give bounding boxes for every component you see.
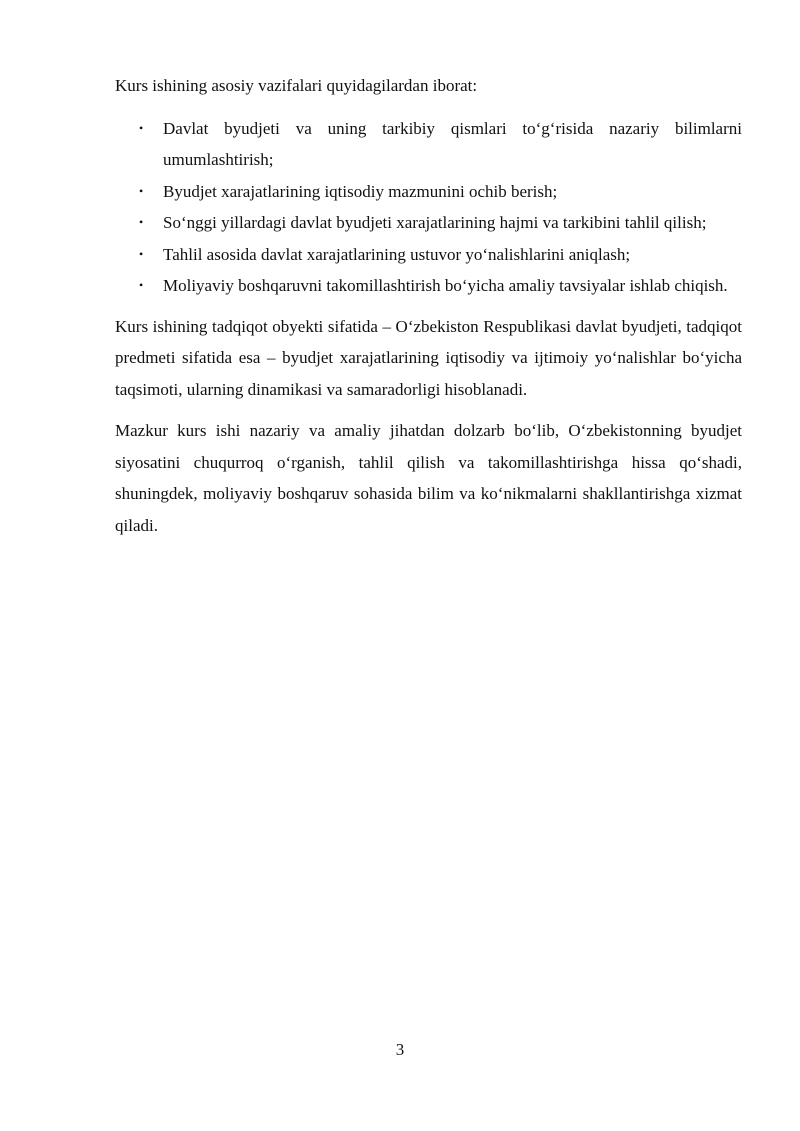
- tasks-list: [115, 113, 742, 302]
- list-item: [115, 176, 742, 208]
- intro-line: Kurs ishining asosiy vazifalari quyidagilardan iborat:: [115, 76, 478, 95]
- paragraph-relevance: Mazkur kurs ishi nazariy va amaliy jihatdan dolzarb bo‘lib, O‘zbekistonning byudjet siyosatini chuqurroq o‘rganish, tahlil qilish va takomillashtirishga hissa qo‘shadi, shuningdek, moliyaviy boshqaruv sohasida bilim va ko‘nikmalarni shakllantirishga xizmat qiladi.: [115, 421, 742, 535]
- list-item-text: Davlat byudjeti va uning tarkibiy qismlari to‘g‘risida nazariy bilimlarni umumlashtirish;: [163, 118, 742, 169]
- paragraph-research-object: Kurs ishining tadqiqot obyekti sifatida – O‘zbekiston Respublikasi davlat byudjeti, tadqiqot predmeti sifatida esa – byudjet xarajatlarining iqtisodiy va ijtimoiy yo‘nalishlar bo‘yicha taqsimoti, ularning dinamikasi va samaradorligi hisoblanadi.: [115, 316, 742, 399]
- list-item-text: So‘nggi yillardagi davlat byudjeti xarajatlarining hajmi va tarkibini tahlil qilish;: [163, 213, 707, 232]
- list-item: [115, 270, 742, 302]
- bullet-icon: •: [139, 246, 144, 261]
- list-item: [115, 113, 742, 176]
- bullet-icon: •: [139, 278, 144, 292]
- list-item-text: Moliyaviy boshqaruvni takomillashtirish bo‘yicha amaliy tavsiyalar ishlab chiqish.: [163, 276, 728, 295]
- bullet-icon: •: [139, 120, 144, 135]
- page-content: [115, 70, 742, 551]
- bullet-icon: •: [139, 215, 144, 229]
- list-item-text: Tahlil asosida davlat xarajatlarining ustuvor yo‘nalishlarini aniqlash;: [163, 244, 631, 264]
- list-item: [115, 239, 742, 271]
- page-number: 3: [395, 1040, 405, 1059]
- bullet-icon: •: [139, 183, 144, 198]
- list-item: [115, 207, 742, 239]
- list-item-text: Byudjet xarajatlarining iqtisodiy mazmunini ochib berish;: [163, 181, 558, 201]
